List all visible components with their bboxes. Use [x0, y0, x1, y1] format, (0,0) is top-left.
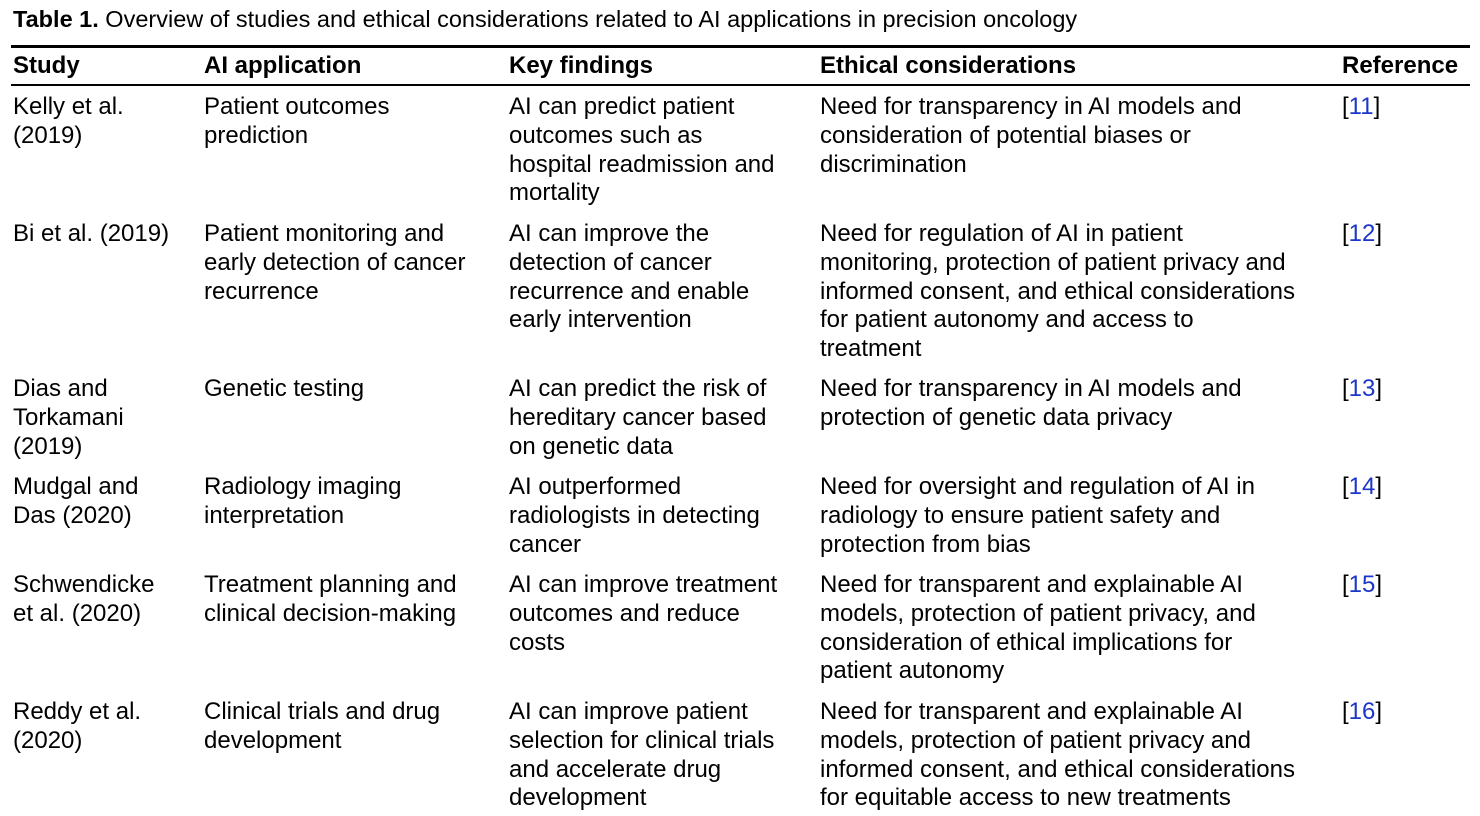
ai-application-cell-line: interpretation: [204, 501, 345, 529]
ai-application-cell-line: early detection of cancer: [204, 248, 466, 276]
ai-application-cell: [204, 473, 504, 531]
ai-application-cell: [204, 93, 504, 151]
ethical-considerations-cell-line: informed consent, and ethical considerations: [820, 277, 1295, 305]
ethical-considerations-cell-line: Need for transparency in AI models and: [820, 375, 1242, 402]
study-cell-line: Das (2020): [13, 501, 132, 529]
reference-link[interactable]: 15: [1348, 571, 1376, 598]
reference-cell: [1342, 375, 1472, 404]
key-findings-cell: [509, 698, 814, 813]
ai-application-cell: [204, 375, 504, 404]
ai-application-cell: [204, 571, 504, 629]
reference-close-bracket: ]: [1375, 473, 1383, 500]
ethical-considerations-cell: [820, 698, 1335, 813]
ai-application-cell: [204, 698, 504, 756]
study-cell: [13, 375, 198, 461]
header-ai-application: AI application: [204, 52, 362, 79]
ethical-considerations-cell-line: consideration of potential biases or: [820, 121, 1191, 149]
study-cell-line: (2019): [13, 121, 83, 149]
ethical-considerations-cell: [820, 375, 1335, 433]
header-ethical-considerations: Ethical considerations: [820, 52, 1077, 79]
ai-application-cell-line: clinical decision-making: [204, 599, 457, 627]
key-findings-cell-line: development: [509, 784, 647, 812]
table-caption-text: Overview of studies and ethical considerations related to AI applications in precision oncology: [98, 6, 1078, 32]
key-findings-cell-line: outcomes such as: [509, 121, 703, 149]
reference-open-bracket: [: [1342, 93, 1349, 120]
study-cell-line: Schwendicke: [13, 571, 155, 598]
reference-link[interactable]: 13: [1348, 375, 1376, 402]
study-cell-line: Kelly et al.: [13, 93, 124, 120]
ethical-considerations-cell-line: monitoring, protection of patient privacy and: [820, 248, 1286, 276]
study-cell-line: et al. (2020): [13, 599, 142, 627]
ethical-considerations-cell: [820, 93, 1335, 179]
key-findings-cell-line: cancer: [509, 530, 582, 558]
key-findings-cell-line: on genetic data: [509, 432, 674, 460]
key-findings-cell-line: mortality: [509, 179, 600, 207]
reference-open-bracket: [: [1342, 698, 1349, 725]
ethical-considerations-cell-line: protection of genetic data privacy: [820, 403, 1173, 431]
reference-open-bracket: [: [1342, 375, 1349, 402]
ethical-considerations-cell-line: Need for transparent and explainable AI: [820, 698, 1243, 725]
ethical-considerations-cell-line: Need for oversight and regulation of AI in: [820, 473, 1255, 500]
key-findings-cell-line: AI can improve the: [509, 220, 710, 247]
study-cell-line: (2020): [13, 726, 83, 754]
ai-application-cell: [204, 220, 504, 306]
ethical-considerations-cell-line: Need for transparent and explainable AI: [820, 571, 1243, 598]
key-findings-cell-line: AI can improve patient: [509, 698, 748, 725]
ethical-considerations-cell-line: for patient autonomy and access to: [820, 306, 1194, 334]
study-cell-line: Bi et al. (2019): [13, 220, 170, 247]
key-findings-cell-line: recurrence and enable: [509, 277, 750, 305]
reference-close-bracket: ]: [1375, 220, 1383, 247]
key-findings-cell-line: AI can predict the risk of: [509, 375, 767, 402]
ethical-considerations-cell-line: discrimination: [820, 150, 967, 178]
study-cell-line: Dias and: [13, 375, 108, 402]
reference-open-bracket: [: [1342, 220, 1349, 247]
ai-application-cell-line: Patient monitoring and: [204, 220, 445, 247]
table-caption: [13, 5, 1077, 33]
reference-cell: [1342, 571, 1472, 600]
top-rule: [11, 45, 1470, 48]
ethical-considerations-cell-line: protection from bias: [820, 530, 1031, 558]
ethical-considerations-cell-line: radiology to ensure patient safety and: [820, 501, 1221, 529]
ethical-considerations-cell-line: models, protection of patient privacy, and: [820, 599, 1256, 627]
study-cell-line: Torkamani: [13, 403, 124, 431]
reference-link[interactable]: 11: [1348, 93, 1374, 120]
study-cell-line: (2019): [13, 432, 83, 460]
key-findings-cell-line: radiologists in detecting: [509, 501, 760, 529]
key-findings-cell: [509, 473, 814, 559]
key-findings-cell-line: hereditary cancer based: [509, 403, 767, 431]
reference-close-bracket: ]: [1373, 93, 1381, 120]
reference-close-bracket: ]: [1375, 571, 1383, 598]
key-findings-cell-line: hospital readmission and: [509, 150, 775, 178]
reference-open-bracket: [: [1342, 473, 1349, 500]
ethical-considerations-cell-line: for equitable access to new treatments: [820, 784, 1231, 812]
study-cell-line: Mudgal and: [13, 473, 139, 500]
key-findings-cell-line: selection for clinical trials: [509, 726, 775, 754]
header-key-findings: Key findings: [509, 52, 654, 79]
reference-close-bracket: ]: [1375, 375, 1383, 402]
ai-application-cell-line: recurrence: [204, 277, 319, 305]
key-findings-cell-line: early intervention: [509, 306, 692, 334]
study-cell: [13, 473, 198, 531]
header-reference: Reference: [1342, 52, 1459, 79]
ai-application-cell-line: Radiology imaging: [204, 473, 402, 500]
key-findings-cell-line: outcomes and reduce: [509, 599, 740, 627]
ai-application-cell-line: Patient outcomes: [204, 93, 390, 120]
study-cell-line: Reddy et al.: [13, 698, 142, 725]
key-findings-cell: [509, 93, 814, 208]
ethical-considerations-cell: [820, 571, 1335, 686]
reference-link[interactable]: 14: [1348, 473, 1376, 500]
key-findings-cell: [509, 571, 814, 657]
ethical-considerations-cell: [820, 220, 1335, 364]
ethical-considerations-cell-line: models, protection of patient privacy and: [820, 726, 1251, 754]
study-cell: [13, 571, 198, 629]
reference-close-bracket: ]: [1375, 698, 1383, 725]
reference-cell: [1342, 473, 1472, 502]
table-caption-label: Table 1.: [13, 6, 99, 32]
reference-link[interactable]: 16: [1348, 698, 1376, 725]
header-rule: [11, 84, 1470, 86]
header-study: Study: [13, 52, 80, 79]
ethical-considerations-cell-line: Need for regulation of AI in patient: [820, 220, 1183, 247]
reference-cell: [1342, 220, 1472, 249]
ai-application-cell-line: Genetic testing: [204, 375, 365, 402]
ai-application-cell-line: Clinical trials and drug: [204, 698, 441, 725]
key-findings-cell-line: AI outperformed: [509, 473, 682, 500]
reference-link[interactable]: 12: [1348, 220, 1376, 247]
table-header: [0, 52, 1480, 82]
key-findings-cell: [509, 375, 814, 461]
ethical-considerations-cell-line: treatment: [820, 335, 922, 363]
key-findings-cell-line: and accelerate drug: [509, 755, 722, 783]
key-findings-cell-line: AI can improve treatment: [509, 571, 778, 598]
ai-application-cell-line: Treatment planning and: [204, 571, 457, 598]
ai-application-cell-line: development: [204, 726, 342, 754]
ai-application-cell-line: prediction: [204, 121, 309, 149]
ethical-considerations-cell: [820, 473, 1335, 559]
ethical-considerations-cell-line: patient autonomy: [820, 657, 1005, 685]
key-findings-cell-line: AI can predict patient: [509, 93, 735, 120]
study-cell: [13, 93, 198, 151]
ethical-considerations-cell-line: Need for transparency in AI models and: [820, 93, 1242, 120]
reference-cell: [1342, 93, 1472, 122]
ethical-considerations-cell-line: informed consent, and ethical considerations: [820, 755, 1295, 783]
study-cell: [13, 698, 198, 756]
reference-cell: [1342, 698, 1472, 727]
key-findings-cell: [509, 220, 814, 335]
key-findings-cell-line: costs: [509, 628, 566, 656]
study-cell: [13, 220, 198, 249]
reference-open-bracket: [: [1342, 571, 1349, 598]
key-findings-cell-line: detection of cancer: [509, 248, 712, 276]
ethical-considerations-cell-line: consideration of ethical implications for: [820, 628, 1233, 656]
